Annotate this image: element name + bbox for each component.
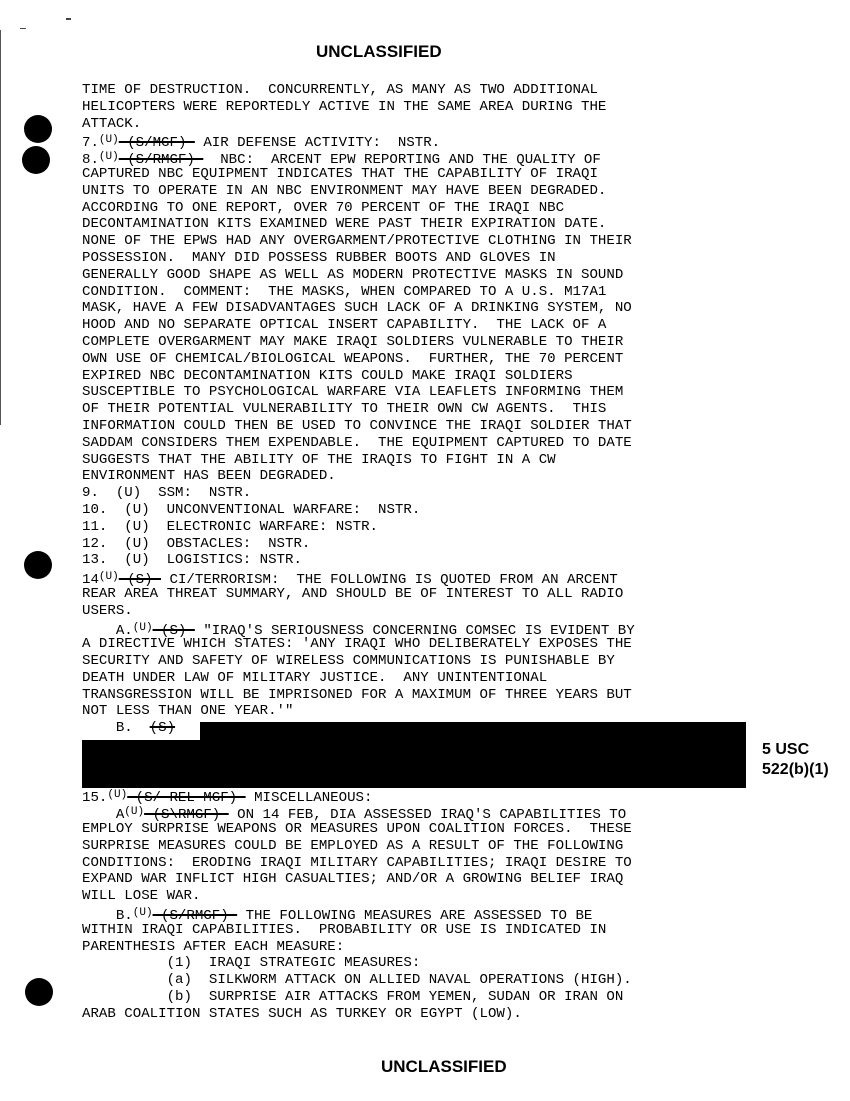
line-text: 13. (U) LOGISTICS: NSTR. xyxy=(82,552,302,569)
text-line xyxy=(82,519,762,536)
text-line xyxy=(82,502,762,519)
binder-hole xyxy=(24,115,52,143)
text-line xyxy=(82,99,762,116)
line-text: DECONTAMINATION KITS EXAMINED WERE PAST THEIR EXPIRATION DATE. xyxy=(82,216,607,233)
line-text: MISCELLANEOUS: xyxy=(245,790,373,807)
text-line xyxy=(82,233,762,250)
classification-marking: (U) xyxy=(132,907,153,920)
text-line xyxy=(82,703,762,720)
text-line xyxy=(82,905,762,925)
classification-marking: (U) xyxy=(98,151,119,164)
line-text: SADDAM CONSIDERS THEM EXPENDABLE. THE EQUIPMENT CAPTURED TO DATE xyxy=(82,434,632,451)
line-text: CI/TERRORISM: THE FOLLOWING IS QUOTED FROM AN ARCENT xyxy=(161,572,618,589)
struck-classification: (S) xyxy=(149,720,176,737)
paragraph-number: 8. xyxy=(82,152,99,169)
line-text: PARENTHESIS AFTER EACH MEASURE: xyxy=(82,938,345,955)
text-line xyxy=(82,620,762,637)
line-text: INFORMATION COULD THEN BE USED TO CONVINCE THE IRAQI SOLDIER THAT xyxy=(82,417,632,434)
text-line xyxy=(82,922,762,939)
struck-classification: (S/RMGF) xyxy=(152,908,238,925)
foia-exemption-note xyxy=(762,740,829,780)
text-line xyxy=(82,636,762,653)
line-text: ENVIRONMENT HAS BEEN DEGRADED. xyxy=(82,468,336,485)
text-line xyxy=(82,888,762,905)
text-line xyxy=(82,368,762,385)
text-line xyxy=(82,166,762,183)
text-line xyxy=(82,317,762,334)
redaction-block xyxy=(82,740,746,788)
line-text: ARAB COALITION STATES SUCH AS TURKEY OR EGYPT (LOW). xyxy=(82,1005,522,1022)
text-line xyxy=(82,972,762,989)
text-line xyxy=(82,687,762,704)
classification-header: UNCLASSIFIED xyxy=(316,42,442,61)
text-line xyxy=(82,787,762,807)
text-line xyxy=(82,871,762,888)
line-text: POSSESSION. MANY DID POSSESS RUBBER BOOTS AND GLOVES IN xyxy=(82,249,556,266)
text-line xyxy=(82,300,762,317)
line-text: A DIRECTIVE WHICH STATES: 'ANY IRAQI WHO DELIBERATELY EXPOSES THE xyxy=(82,636,632,653)
text-line xyxy=(82,989,762,1006)
text-line xyxy=(82,804,762,824)
line-text: "IRAQ'S SERIOUSNESS CONCERNING COMSEC IS EVIDENT BY xyxy=(194,622,635,639)
line-text: NBC: ARCENT EPW REPORTING AND THE QUALITY OF xyxy=(203,152,601,169)
text-line xyxy=(82,435,762,452)
line-text: NONE OF THE EPWS HAD ANY OVERGARMENT/PROTECTIVE CLOTHING IN THEIR xyxy=(82,233,632,250)
line-text: MASK, HAVE A FEW DISADVANTAGES SUCH LACK OF A DRINKING SYSTEM, NO xyxy=(82,300,632,317)
line-text: UNITS TO OPERATE IN AN NBC ENVIRONMENT MAY HAVE BEEN DEGRADED. xyxy=(82,182,607,199)
text-line xyxy=(82,653,762,670)
text-line xyxy=(82,82,762,99)
line-text: REAR AREA THREAT SUMMARY, AND SHOULD BE OF INTEREST TO ALL RADIO xyxy=(82,585,624,602)
text-line xyxy=(82,401,762,418)
line-text: 12. (U) OBSTACLES: NSTR. xyxy=(82,535,311,552)
text-line xyxy=(82,468,762,485)
binder-hole xyxy=(24,551,52,579)
struck-classification: (S/RMGF) xyxy=(118,152,204,169)
line-text: ATTACK. xyxy=(82,115,142,132)
line-text: (1) IRAQI STRATEGIC MEASURES: xyxy=(82,955,421,972)
line-text: OF THEIR POTENTIAL VULNERABILITY TO THEIR OWN CW AGENTS. THIS xyxy=(82,401,607,418)
text-line xyxy=(82,586,762,603)
line-text: OWN USE OF CHEMICAL/BIOLOGICAL WEAPONS. FURTHER, THE 70 PERCENT xyxy=(82,350,624,367)
paragraph-number: 7. xyxy=(82,135,99,152)
text-line xyxy=(82,452,762,469)
binder-hole xyxy=(25,978,53,1006)
line-text: EMPLOY SURPRISE WEAPONS OR MEASURES UPON COALITION FORCES. THESE xyxy=(82,821,632,838)
text-line xyxy=(82,200,762,217)
paragraph-number: 15. xyxy=(82,790,108,807)
line-text: SECURITY AND SAFETY OF WIRELESS COMMUNICATIONS IS PUNISHABLE BY xyxy=(82,653,615,670)
line-text: COMPLETE OVERGARMENT MAY MAKE IRAQI SOLDIERS VULNERABLE TO THEIR xyxy=(82,333,624,350)
text-line xyxy=(82,955,762,972)
struck-classification: (S) xyxy=(152,622,195,639)
line-text: TRANSGRESSION WILL BE IMPRISONED FOR A MAXIMUM OF THREE YEARS BUT xyxy=(82,686,632,703)
line-text: EXPAND WAR INFLICT HIGH CASUALTIES; AND/OR A GROWING BELIEF IRAQ xyxy=(82,871,624,888)
classification-marking: (U) xyxy=(107,789,128,802)
exemption-line: 522(b)(1) xyxy=(762,761,829,778)
line-text: HELICOPTERS WERE REPORTEDLY ACTIVE IN THE SAME AREA DURING THE xyxy=(82,98,607,115)
scan-speck xyxy=(20,28,26,29)
line-text: DEATH UNDER LAW OF MILITARY JUSTICE. ANY UNINTENTIONAL xyxy=(82,669,548,686)
line-text: GENERALLY GOOD SHAPE AS WELL AS MODERN PROTECTIVE MASKS IN SOUND xyxy=(82,266,624,283)
line-text: 11. (U) ELECTRONIC WARFARE: NSTR. xyxy=(82,518,379,535)
line-text: AIR DEFENSE ACTIVITY: NSTR. xyxy=(194,135,441,152)
text-line xyxy=(82,485,762,502)
text-line xyxy=(82,552,762,569)
binder-hole xyxy=(22,146,50,174)
line-text: USERS. xyxy=(82,602,133,619)
paragraph-number: B. xyxy=(82,908,133,925)
text-line xyxy=(82,351,762,368)
line-text: 9. (U) SSM: NSTR. xyxy=(82,485,252,502)
text-line xyxy=(82,334,762,351)
line-text: CONDITION. COMMENT: THE MASKS, WHEN COMPARED TO A U.S. M17A1 xyxy=(82,283,607,300)
exemption-line: 5 USC xyxy=(762,741,810,758)
classification-marking: (U) xyxy=(98,571,119,584)
paragraph-number: B. xyxy=(82,720,150,737)
text-line xyxy=(82,838,762,855)
line-text: 10. (U) UNCONVENTIONAL WARFARE: NSTR. xyxy=(82,501,421,518)
line-text: NOT LESS THAN ONE YEAR.'" xyxy=(82,703,294,720)
line-text: CONDITIONS: ERODING IRAQI MILITARY CAPABILITIES; IRAQI DESIRE TO xyxy=(82,854,632,871)
line-text: EXPIRED NBC DECONTAMINATION KITS COULD MAKE IRAQI SOLDIERS xyxy=(82,367,573,384)
text-line xyxy=(82,183,762,200)
text-line xyxy=(82,821,762,838)
text-line xyxy=(82,569,762,589)
text-line xyxy=(82,250,762,267)
line-text: (a) SILKWORM ATTACK ON ALLIED NAVAL OPERATIONS (HIGH). xyxy=(82,972,632,989)
text-line xyxy=(82,267,762,284)
text-line xyxy=(82,284,762,301)
struck-classification: (S) xyxy=(118,572,162,589)
text-line xyxy=(82,670,762,687)
line-text: HOOD AND NO SEPARATE OPTICAL INSERT CAPABILITY. THE LACK OF A xyxy=(82,317,607,334)
scan-edge-line xyxy=(0,30,1,425)
line-text: SURPRISE MEASURES COULD BE EMPLOYED AS A RESULT OF THE FOLLOWING xyxy=(82,837,624,854)
classification-marking: (U) xyxy=(132,621,153,634)
paragraph-number: 14 xyxy=(82,572,99,589)
struck-classification: (S/MGF) xyxy=(118,135,195,152)
line-text: SUSCEPTIBLE TO PSYCHOLOGICAL WARFARE VIA LEAFLETS INFORMING THEM xyxy=(82,384,624,401)
struck-classification: (S\RMGF) xyxy=(144,807,229,824)
line-text: WITHIN IRAQI CAPABILITIES. PROBABILITY OR USE IS INDICATED IN xyxy=(82,921,607,938)
line-text: THE FOLLOWING MEASURES ARE ASSESSED TO BE xyxy=(237,908,593,925)
paragraph-number: A. xyxy=(82,622,133,639)
paragraph-number: A xyxy=(82,807,125,824)
line-text: TIME OF DESTRUCTION. CONCURRENTLY, AS MANY AS TWO ADDITIONAL xyxy=(82,82,598,98)
text-line xyxy=(82,216,762,233)
scan-speck xyxy=(66,18,71,20)
struck-classification: (S/ REL MGF) xyxy=(127,790,246,807)
classification-marking: (U) xyxy=(98,134,119,147)
line-text: ON 14 FEB, DIA ASSESSED IRAQ'S CAPABILITIES TO xyxy=(228,807,627,824)
text-line xyxy=(82,1006,762,1023)
text-line xyxy=(82,116,762,133)
document-body xyxy=(82,82,762,1023)
text-line xyxy=(82,939,762,956)
text-line xyxy=(82,132,762,152)
text-line xyxy=(82,384,762,401)
line-text: CAPTURED NBC EQUIPMENT INDICATES THAT THE CAPABILITY OF IRAQI xyxy=(82,165,598,182)
line-text: WILL LOSE WAR. xyxy=(82,888,201,905)
line-text: (b) SURPRISE AIR ATTACKS FROM YEMEN, SUDAN OR IRAN ON xyxy=(82,989,624,1006)
classification-footer: UNCLASSIFIED xyxy=(381,1057,507,1076)
text-line xyxy=(82,536,762,553)
text-line xyxy=(82,855,762,872)
redaction-block xyxy=(200,722,746,740)
text-line xyxy=(82,603,762,620)
line-text: SUGGESTS THAT THE ABILITY OF THE IRAQIS TO FIGHT IN A CW xyxy=(82,451,556,468)
text-line xyxy=(82,149,762,169)
classification-marking: (U) xyxy=(124,806,145,819)
line-text: ACCORDING TO ONE REPORT, OVER 70 PERCENT OF THE IRAQI NBC xyxy=(82,199,565,216)
text-line xyxy=(82,418,762,435)
